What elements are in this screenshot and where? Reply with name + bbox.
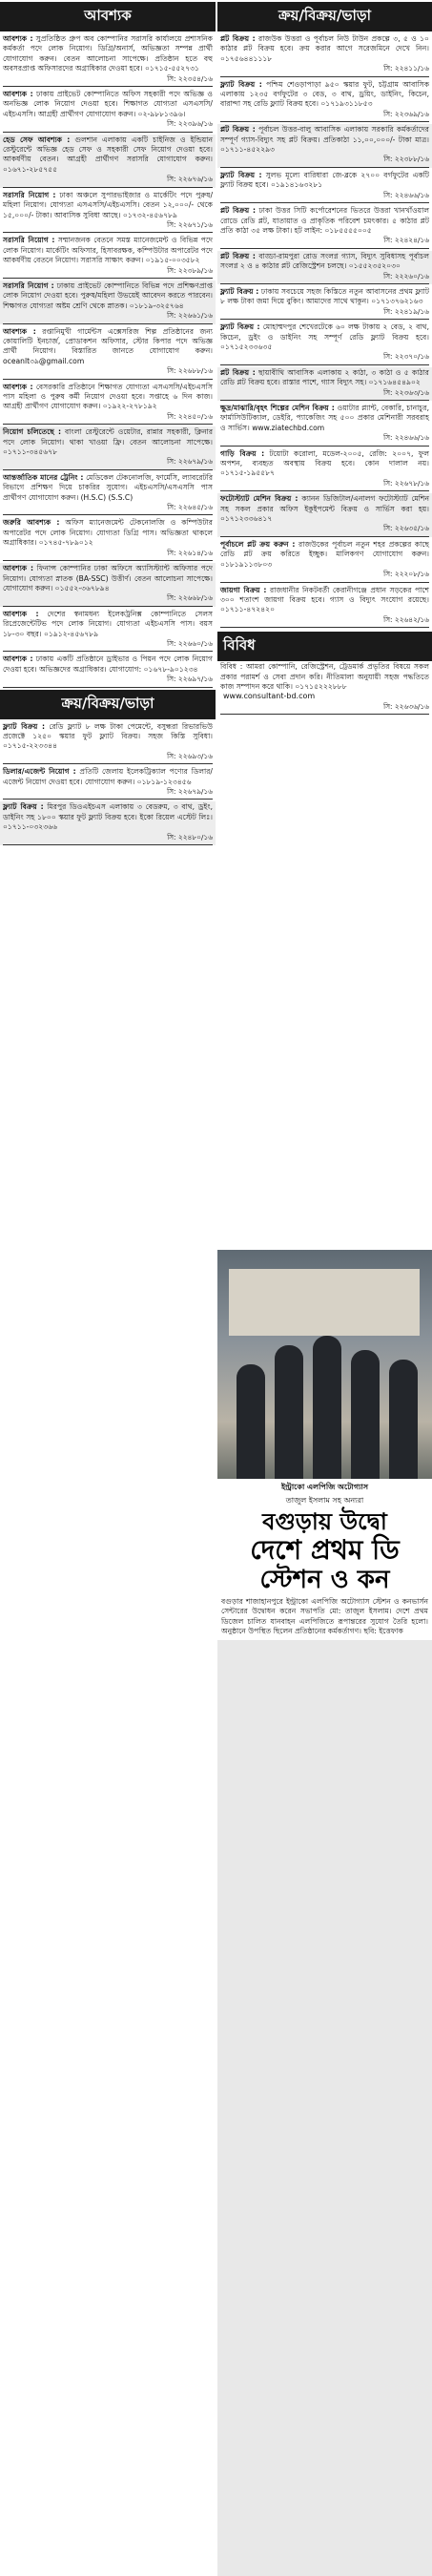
classified-ad (217, 448, 432, 492)
classified-ad (0, 235, 216, 279)
feature-body: বগুড়ার শাজাহানপুরে ইন্ট্রাকো এলপিজি অটোগ্যাস স্টেশন ও কনভার্সন সেন্টারের উদ্বোধন করেন সভাপতি মো: তাজুল ইসলাম। দেশে প্রথম ডিজেল চালিত যানবাহন এলপিজিতে রূপান্তরের সুযোগ তৈরি হলো। অনুষ্ঠানে উপস্থিত ছিলেন প্রতিষ্ঠানের কর্মকর্তাগণ। ছবি: ইত্তেফাক (221, 1597, 428, 1636)
ad-text: মোহাম্মদপুর শেখেরটেকে ৬০ লক্ষ টাকায় ২ বেড, ২ বাথ, কিচেন, ড্রইং ও ডাইনিং সহ সম্পূর্ণ রেডি ফ্ল্যাট বিক্রয় হবে। ০১৭১৫২৩৩৬৩৫ (220, 322, 429, 351)
ad-title: ফ্ল্যাট বিক্রয় : (220, 322, 260, 332)
feature-headline-line2: দেশে প্রথম ডি (250, 1534, 400, 1566)
classified-ad (217, 539, 432, 583)
ad-title: ফ্ল্যাট বিক্রয় : (220, 286, 259, 296)
ad-title: জরুরি আবশ্যক : (3, 518, 60, 528)
buy-sell-ads-list (0, 721, 216, 845)
ad-text: ক্যানন ডিজিটাল/এনালগ ফটোস্ট্যাট মেশিন সহ সকল প্রকার অফিস ইকুইপমেন্ট বিক্রয় ও সার্ভিস করা হয়। ০১৭১২৩৩৬৪১৭ (220, 494, 430, 524)
ad-reference: সি: ২২৬৭৬/১৬ (3, 175, 213, 187)
ad-title: পূর্বাচলে প্লট ক্রয় করুন : (220, 539, 296, 549)
ad-reference: সি: ২২২৬০/১৬ (220, 272, 429, 284)
ad-reference: সি: ২২৬৭৮/১৬ (220, 479, 429, 491)
photo-person (237, 1364, 265, 1479)
ad-reference: সি: ২২৪২৪/১৬ (220, 236, 429, 248)
jobs-ads-list (0, 33, 216, 688)
feature-kicker: ইন্ট্রাকো এলপিজি অটোগ্যাস (280, 1483, 369, 1491)
ad-body (3, 722, 213, 752)
ad-body (3, 236, 213, 265)
section-heading-buy-sell: ক্রয়/বিক্রয়/ভাড়া (0, 690, 216, 719)
classified-ad (217, 251, 432, 284)
classified-ad (0, 801, 216, 845)
ad-title: ক্ষুদ্র/মাঝারি/বৃহৎ শিল্পের মেশিন বিক্রয় : (220, 404, 335, 412)
classified-ad (217, 124, 432, 168)
photo-background-sign (229, 1269, 420, 1336)
feature-news-box (217, 1250, 432, 2576)
ad-body (220, 80, 429, 110)
ad-text: ঢাকা উত্তর সিটি কর্পোরেশনের ভিতরে উত্তরা খানখাঁওয়াল রোডে রেডি প্লট, যাতায়াত ও প্রাকৃতিক পরিবেশ চমৎকার। ৫ কাঠার প্লট প্রতি কাঠা ৩৫ লক্ষ টাকা। হট লাইন: ০১৮৫৫৫৫০০৫ (220, 206, 429, 235)
classified-ad (0, 382, 216, 426)
ad-body (220, 368, 429, 388)
ad-title: আবশ্যক : (3, 34, 33, 43)
classified-ad (0, 426, 216, 470)
classified-ad (217, 79, 432, 123)
classified-ad (217, 170, 432, 203)
ad-text: ছায়াবীথি আবাসিক এলাকায় ২ কাঠা, ৩ কাঠা ও ৫ কাঠার রেডি প্লট বিক্রয় হবে। রাস্তার পাশে, গ্যাস বিদ্যুৎ সহ। ০১৭১৬৪৫৪৯০২ (220, 367, 429, 387)
misc-ad (217, 661, 432, 715)
ad-title: ফটোস্ট্যাট মেশিন বিক্রয় : (220, 494, 298, 504)
right-column (217, 0, 432, 717)
ad-title: ফ্ল্যাট বিক্রয় : (220, 79, 262, 89)
section-heading-jobs: আবশ্যক (0, 2, 216, 31)
ad-title: আবশ্যক : (3, 326, 36, 336)
ad-text: রেডি ফ্ল্যাট ৮ লক্ষ টাকা পেমেন্টে, বসুন্ধরা রিভারভিউ প্রজেক্টে ১২৫০ স্কয়ার ফুট ফ্ল্যাট বিক্রয়। সহজ কিস্তি সুবিধা। ০১৭১৫-২২৩৩৪৪ (3, 721, 213, 751)
ad-title: প্লট বিক্রয় : (220, 251, 256, 260)
ad-title: প্লট বিক্রয় : (220, 206, 257, 216)
ad-title: ফ্ল্যাট বিক্রয় : (220, 170, 262, 179)
classified-ad (217, 286, 432, 320)
ad-reference: সি: ২২৩৮৯/১৬ (3, 266, 213, 279)
feature-caption (217, 1479, 432, 1640)
feature-headline-line3: স্টেশন ও কন (259, 1566, 390, 1594)
ad-reference: সি: ২২৪৬৬/১৬ (220, 433, 429, 446)
ad-body (3, 327, 213, 367)
ad-text: সুলভ মূল্যে বারিধারা জে-ব্লকে ২৭০০ বর্গফুটের একটি ফ্ল্যাট বিক্রয় হবে। ০১৯১৪১৬৩২৮১ (220, 170, 429, 190)
ad-text: মিরপুর ডিওএইচএস এলাকায় ৩ বেডরুম, ৩ বাথ, ড্রইং, ডাইনিং সহ ১৮০০ স্কয়ার ফুট ফ্ল্যাট বিক্রয় হবে। ইকো রিয়েল এস্টেট লিঃ। ০১৭১১-০৩২৩৬৬ (3, 802, 214, 832)
ad-reference: সি: ২২৩৬৩/১৬ (220, 388, 429, 401)
ad-title: ফ্ল্যাট বিক্রয় : (3, 721, 46, 731)
ad-body (3, 191, 213, 220)
ad-title: নিয়োগ চলিতেছে : (3, 427, 62, 437)
ad-body (220, 540, 429, 570)
classified-ad (0, 766, 216, 800)
ad-title: গাড়ি বিক্রয় : (220, 448, 265, 458)
ad-body (220, 449, 429, 479)
ad-text: ঢাকা অঞ্চলে সুপারভাইজার ও মার্কেটিং পদে পুরুষ/মহিলা নিয়োগ। যোগ্যতা এসএসসি/এইচএসসি। বেতন ১২,০০০/- থেকে ১৫,০০০/- টাকা। আবাসিক সুবিধা আছে। ০১৭৩২-৪৫৬৭৮৯ (3, 190, 213, 219)
ad-title: আবশ্যক : (3, 90, 33, 99)
photo-person (275, 1345, 303, 1479)
ad-text: পূর্বাচল উত্তর-বালু আবাসিক এলাকায় সরকারি কর্মকর্তাদের সম্পূর্ণ গ্যাস-বিদ্যুৎ সহ প্লট বিক্রয়। প্রতিকাঠা ১১,০০,০০০/- টাকা মাত্র। ০১৭১১-৪৫২২৯৩ (220, 125, 429, 155)
ad-body (3, 427, 213, 457)
ad-reference: সি: ২২৬৭৯/১৬ (3, 787, 213, 800)
classified-ad (0, 326, 216, 380)
ad-title: প্লট বিক্রয় : (220, 367, 256, 377)
ad-body (220, 125, 429, 155)
ad-reference: সি: ২২৪১৯/১৬ (220, 307, 429, 320)
ad-reference: সি: ২২৩৯৬/১৬ (3, 119, 213, 132)
ad-text: প্রতিটি জেলায় ইলেকট্রিক্যাল পণ্যের ডিলার/এজেন্ট নিয়োগ দেওয়া হবে। যোগাযোগ করুন। ০১৮১৯-১২৩৪৫৬ (3, 767, 213, 786)
classified-ad (217, 205, 432, 249)
ad-reference: সি: ২২৪১১/১৬ (220, 64, 429, 76)
ad-reference: সি: ২২৩৬৯/১৬ (220, 110, 429, 122)
ad-reference: সি: ২২৬৬০/১৬ (3, 639, 213, 652)
ad-text: পশ্চিম শেওড়াপাড়া ৯৫০ স্কয়ার ফুট, চট্টগ্রাম আবাসিক এলাকায় ১২৩৫ বর্গফুটের ৩ বেড, ৩ বাথ, ড্রয়িং, ডাইনিং, কিচেন, বারান্দা সহ রেডি ফ্ল্যাট বিক্রয় হবে। ০১৭১৯৩১১৮৫৩ (220, 79, 430, 109)
ad-text: রাজধানীর নিকটবর্তী কেরানীগঞ্জে প্রধান সড়কের পাশে ৩০০ শতাংশ জায়গা বিক্রয় হবে। গ্যাস ও বিদ্যুৎ সংযোগ রয়েছে। ০১৭১১-৪৭২৪২০ (220, 585, 429, 614)
ad-text: ঢাকায় সবচেয়ে সহজ কিস্তিতে নতুন আবাসনের প্রথম ফ্ল্যাট ৮ লক্ষ টাকা জমা দিয়ে বুকিং। আমাদের সাথে থাকুন। ০১৭১৩৭৬২১৬৩ (220, 286, 429, 306)
ad-text: গুলশান এলাকায় একটি চাইনিজ ও ইন্ডিয়ান রেস্টুরেন্টে অভিজ্ঞ হেড সেফ ও সহকারী সেফ নিয়োগ দেওয়া হবে। আকর্ষণীয় বেতন। আগ্রহী প্রার্থীগণ সরাসরি যোগাযোগ করুন। ০১৬৭১-২৮৫৭৫৫ (3, 135, 213, 174)
ad-body (220, 322, 429, 352)
section-heading-misc: বিবিধ (217, 632, 432, 661)
ad-text: অফিস ম্যানেজমেন্ট টেকনোলজি ও কম্পিউটার অপারেটর পদে লোক নিয়োগ। যোগ্যতা ডিগ্রি পাস। অভিজ্ঞতা থাকলে অগ্রাধিকার। ০১৭৪৫-৭৮৯০১২ (3, 518, 213, 548)
ad-body (220, 586, 429, 615)
ad-body (3, 281, 213, 311)
ad-reference: সি: ২২৬৪৫/১৬ (3, 503, 213, 515)
classified-ad (0, 190, 216, 234)
ad-text: রপ্তানিমুখী গার্মেন্টস এক্সেসরিজ শিল্প প্রতিষ্ঠানের জন্য কোয়ালিটি ইনচার্জ, প্রোডাকশন অফিসার, স্টোর কিপার পদে অভিজ্ঞ প্রার্থী নিয়োগ। বিস্তারিত জানতে যোগাযোগ করুন। oceanlt৩৯@gmail.com (3, 326, 214, 365)
classified-ad (0, 517, 216, 561)
feature-headline-line1: বগুড়ায় উদ্বো (262, 1508, 387, 1535)
ad-text: সম্মানজনক বেতনে সমস্ত ম্যানেজমেন্ট ও বিভিন্ন পদে লোক নিয়োগ। মার্কেটিং অফিসার, হিসাবরক্ষক, কম্পিউটার অপারেটর পদে আকর্ষণীয় বেতনে নিয়োগ। সরাসরি সাক্ষাৎ করুন। ০১৯১৫-০০৩৫৮২ (3, 236, 214, 265)
classified-ad (0, 280, 216, 324)
ad-text: টয়োটা করোলা, মডেল-২০০৫, রেজি: ২০০৭, ফুল অপশন, ব্যবহৃত অবস্থায় বিক্রয় হবে। কোন দালাল নয়। ০১৭১৫-১৯৫৫৮৭ (220, 448, 429, 478)
ad-title: জায়গা বিক্রয় : (220, 585, 267, 594)
ad-title: আবশ্যক : (3, 609, 39, 618)
ad-reference: সি: ২২৬৭১/১৬ (3, 220, 213, 233)
ad-text: দেশের স্বনামধন্য ইলেকট্রনিক্স কোম্পানিতে সেলস রিপ্রেজেন্টেটিভ পদে লোক নিয়োগ। যোগ্যতা এইচএসসি পাস। বয়স ১৮-৩০ বছর। ০১৯১২-৪৫৬৭৮৯ (3, 609, 213, 638)
ad-reference: সি: ২২৩৫৪/১৬ (3, 74, 213, 87)
ad-title: সরাসরি নিয়োগ : (3, 190, 56, 199)
ad-title: সরাসরি নিয়োগ : (3, 280, 54, 290)
ad-text: মেডিকেল টেকনোলজি, ফার্মেসি, ল্যাবরেটরি বিভাগে প্রশিক্ষণ দিয়ে চাকরির সুযোগ। এইচএসসি/এসএসসি পাস প্রার্থীগণ যোগাযোগ করুন। (H.S.C) (S.S.C) (3, 472, 213, 502)
ad-body (220, 206, 429, 236)
ad-text: ওয়াটার প্ল্যান্ট, বেকারি, চানাচুর, ফার্মাসিউটিক্যাল, ডেইরি, প্যাকেজিং সহ ৫০০ প্রকার মেশিনারী সরবরাহ ও সার্ভিস। www.ziatechbd.com (220, 404, 429, 432)
ad-body (3, 135, 213, 176)
ad-body (220, 404, 429, 433)
ad-reference: সি: ২২৬৯৭/১৬ (3, 675, 213, 687)
ad-reference: সি: ২২৪৮০/১৬ (3, 833, 213, 845)
ad-reference: সি: ২২৬৩৫/১৬ (220, 524, 429, 536)
ad-body (3, 654, 213, 675)
classified-ad (0, 135, 216, 188)
ad-title: আবশ্যক : (3, 382, 33, 391)
classified-ad (0, 563, 216, 607)
ad-reference: সি: ২২৬৬৮/১৬ (3, 593, 213, 606)
classified-ad (217, 493, 432, 537)
ad-text: বেসরকারি প্রতিষ্ঠানে শিক্ষাগত যোগ্যতা এসএসসি/এইচএসসি পাস মহিলা ও পুরুষ কর্মী নিয়োগ দেওয়া হবে। সপ্তাহে ৬ দিন কাজ। আগ্রহী প্রার্থীগণ যোগাযোগ করুন। ০১৯২২-২৭৮১৯২ (3, 382, 213, 411)
ad-body (220, 171, 429, 191)
ad-body (3, 90, 213, 119)
classified-ad (217, 403, 432, 447)
ad-body (3, 383, 213, 412)
ad-reference: সি: ২২৩৭০/১৬ (220, 352, 429, 364)
ad-reference: সি: ২২৬৬১/১৬ (3, 311, 213, 323)
classified-ad (217, 322, 432, 365)
ad-body (220, 34, 429, 64)
ad-reference: সি: ২২৬১৪/১৬ (3, 549, 213, 561)
buy-sell-ads-list-right (217, 33, 432, 628)
photo-person (351, 1350, 380, 1479)
misc-ad-ref: সি: ২২৬৩৬/১৬ (220, 702, 429, 715)
misc-ad-url[interactable]: www.consultant-bd.com (223, 692, 316, 701)
ad-body (220, 252, 429, 272)
ad-text: বাংলা রেস্টুরেন্টে ওয়েটার, রান্নার সহকারী, ক্লিনার পদে লোক নিয়োগ। থাকা খাওয়া ফ্রি। বেতন আলোচনা সাপেক্ষে। ০১৭১১-৩৪৫৬৭৮ (3, 427, 213, 457)
ad-body (3, 34, 213, 74)
classified-ad (0, 654, 216, 687)
ad-text: রাজউক উত্তরা ও পূর্বাচল নিউ টাউন প্রকল্পে ৩, ৫ ও ১০ কাঠার প্লট বিক্রয় হবে। ক্রয় করার আগে সরেজমিনে দেখে নিন। ০১৭৫৬৪৪১১১৮ (220, 34, 429, 63)
classified-ad (0, 89, 216, 133)
classified-ad (0, 472, 216, 516)
classified-ad (217, 33, 432, 77)
ad-title: হেড সেফ আবশ্যক : (3, 135, 71, 144)
ad-body (3, 564, 213, 593)
news-photo (217, 1250, 432, 1479)
ad-body (220, 494, 429, 524)
ad-title: ফ্ল্যাট বিক্রয় : (3, 802, 44, 812)
ad-body (3, 610, 213, 639)
ad-body (3, 473, 213, 503)
photo-person (389, 1360, 418, 1479)
feature-subkicker: তাজুল ইসলাম সহ অন্যরা (285, 1496, 364, 1505)
ad-text: সুপ্রতিষ্ঠিত গ্রুপ অব কোম্পানির সরাসরি কার্যালয়ে প্রশাসনিক কর্মকর্তা পদে লোক নিয়োগ। ডিগ্রি/অনার্স, অভিজ্ঞতা সম্পন্ন প্রার্থী যোগাযোগ করুন। বেতন আলোচনা সাপেক্ষে। প্রতিষ্ঠান হতে বহু অবসরপ্রাপ্ত অফিসারদের অগ্রাধিকার দেওয়া হবে। ০১৭১৫-৫৫২৭৩১ (3, 34, 213, 73)
ad-reference: সি: ২২৬৮৮/১৬ (3, 366, 213, 379)
classified-ad (217, 367, 432, 401)
misc-ad-text: বিবিধ : আমরা কোম্পানি, রেজিস্ট্রেশন, ট্রেডমার্ক প্রভৃতির বিষয়ে সকল প্রকার পরামর্শ ও সেবা প্রদান করি। নীতিমালা অনুযায়ী সহজ পদ্ধতিতে কাজ সম্পাদন করে থাকি। ০১৭১৫২২২৮৮৮ (220, 662, 429, 691)
classified-ad (0, 33, 216, 87)
ad-reference: সি: ২২৪৫০/১৬ (3, 412, 213, 425)
ad-text: বাড্ডা-রামপুরা রোড সংলগ্ন গ্যাস, বিদ্যুৎ সুবিধাসহ পূর্বাচল সংলগ্ন ২ ও ৪ কাঠার প্লট রেজিস্ট্রেশন চলছে। ০১৫৫২৩৫২০৩০ (220, 251, 429, 271)
ad-text: রাজউকের পূর্বাচল নতুন শহর প্রকল্পের কাছে রেডি প্লট ক্রয় করিতে ইচ্ছুক। মালিকগণ যোগাযোগ করুন। ০১৮১৯১১৩৮০৩ (220, 539, 429, 569)
ad-title: প্লট বিক্রয় : (220, 34, 256, 43)
ad-text: ফিনান্স কোম্পানির ঢাকা অফিসে অ্যাসিস্ট্যান্ট অফিসার পদে নিয়োগ। যোগ্যতা স্নাতক (BA-SSC) উত্তীর্ণ। বেতন আলোচনা সাপেক্ষে। যোগাযোগ করুন। ০১৫৫২-৩৬৭৮৯৪ (3, 564, 213, 592)
ad-reference: সি: ২২৪৬৬/১৬ (220, 191, 429, 203)
ad-body (220, 287, 429, 307)
section-heading-buy-sell-right: ক্রয়/বিক্রয়/ভাড়া (217, 2, 432, 31)
classified-ad (0, 721, 216, 765)
left-column (0, 0, 216, 847)
ad-title: আবশ্যক : (3, 654, 33, 664)
ad-text: ঢাকায় প্রাইভেট কোম্পানিতে বিভিন্ন পদে প্রশিক্ষণপ্রাপ্ত লোক নিয়োগ দেওয়া হবে। পুরুষ/মহিলা উভয়েই আবেদন করতে পারবেন। শিক্ষাগত যোগ্যতা অষ্টম শ্রেণি থেকে স্নাতক। ০১৮১৯-৩২৫৭৬৪ (3, 280, 213, 310)
ad-title: আন্তর্জাতিক মানের ট্রেনিং : (3, 472, 84, 482)
ad-reference: সি: ২২৬৭৯/১৬ (3, 457, 213, 469)
ad-reference: সি: ২২৬৪২/১৬ (220, 615, 429, 628)
ad-title: আবশ্যক : (3, 564, 33, 573)
ad-body (3, 518, 213, 548)
classified-ad (0, 609, 216, 653)
photo-person (313, 1336, 341, 1479)
ad-text: ঢাকায় একটি প্রতিষ্ঠানে ড্রাইভার ও পিয়ন পদে লোক নিয়োগ দেওয়া হবে। অভিজ্ঞদের অগ্রাধিকার। যোগাযোগ: ০১৬৭৮-৯০১২৩৪ (3, 654, 213, 674)
classified-ad (217, 585, 432, 629)
ad-title: ডিলার/এজেন্ট নিয়োগ : (3, 767, 76, 777)
ad-body (3, 767, 213, 787)
ad-reference: সি: ২২২০৮/১৬ (220, 570, 429, 582)
ad-text: ঢাকায় প্রাইভেট কোম্পানিতে অফিস সহকারী পদে অভিজ্ঞ ও অনভিজ্ঞ লোক নিয়োগ দেওয়া হবে। শিক্ষাগত যোগ্যতা এসএসসি/এইচএসসি। আগ্রহী প্রার্থীগণ যোগাযোগ করুন। ০২-৯৮৮১৩৯৬। (3, 90, 213, 118)
ad-reference: সি: ২২৩৮৮/১৬ (220, 155, 429, 167)
ad-body (3, 802, 213, 832)
ad-reference: সি: ২২৬৯৩/১৬ (3, 752, 213, 764)
ad-title: প্লট বিক্রয় : (220, 125, 256, 135)
ad-title: সরাসরি নিয়োগ : (3, 236, 55, 245)
